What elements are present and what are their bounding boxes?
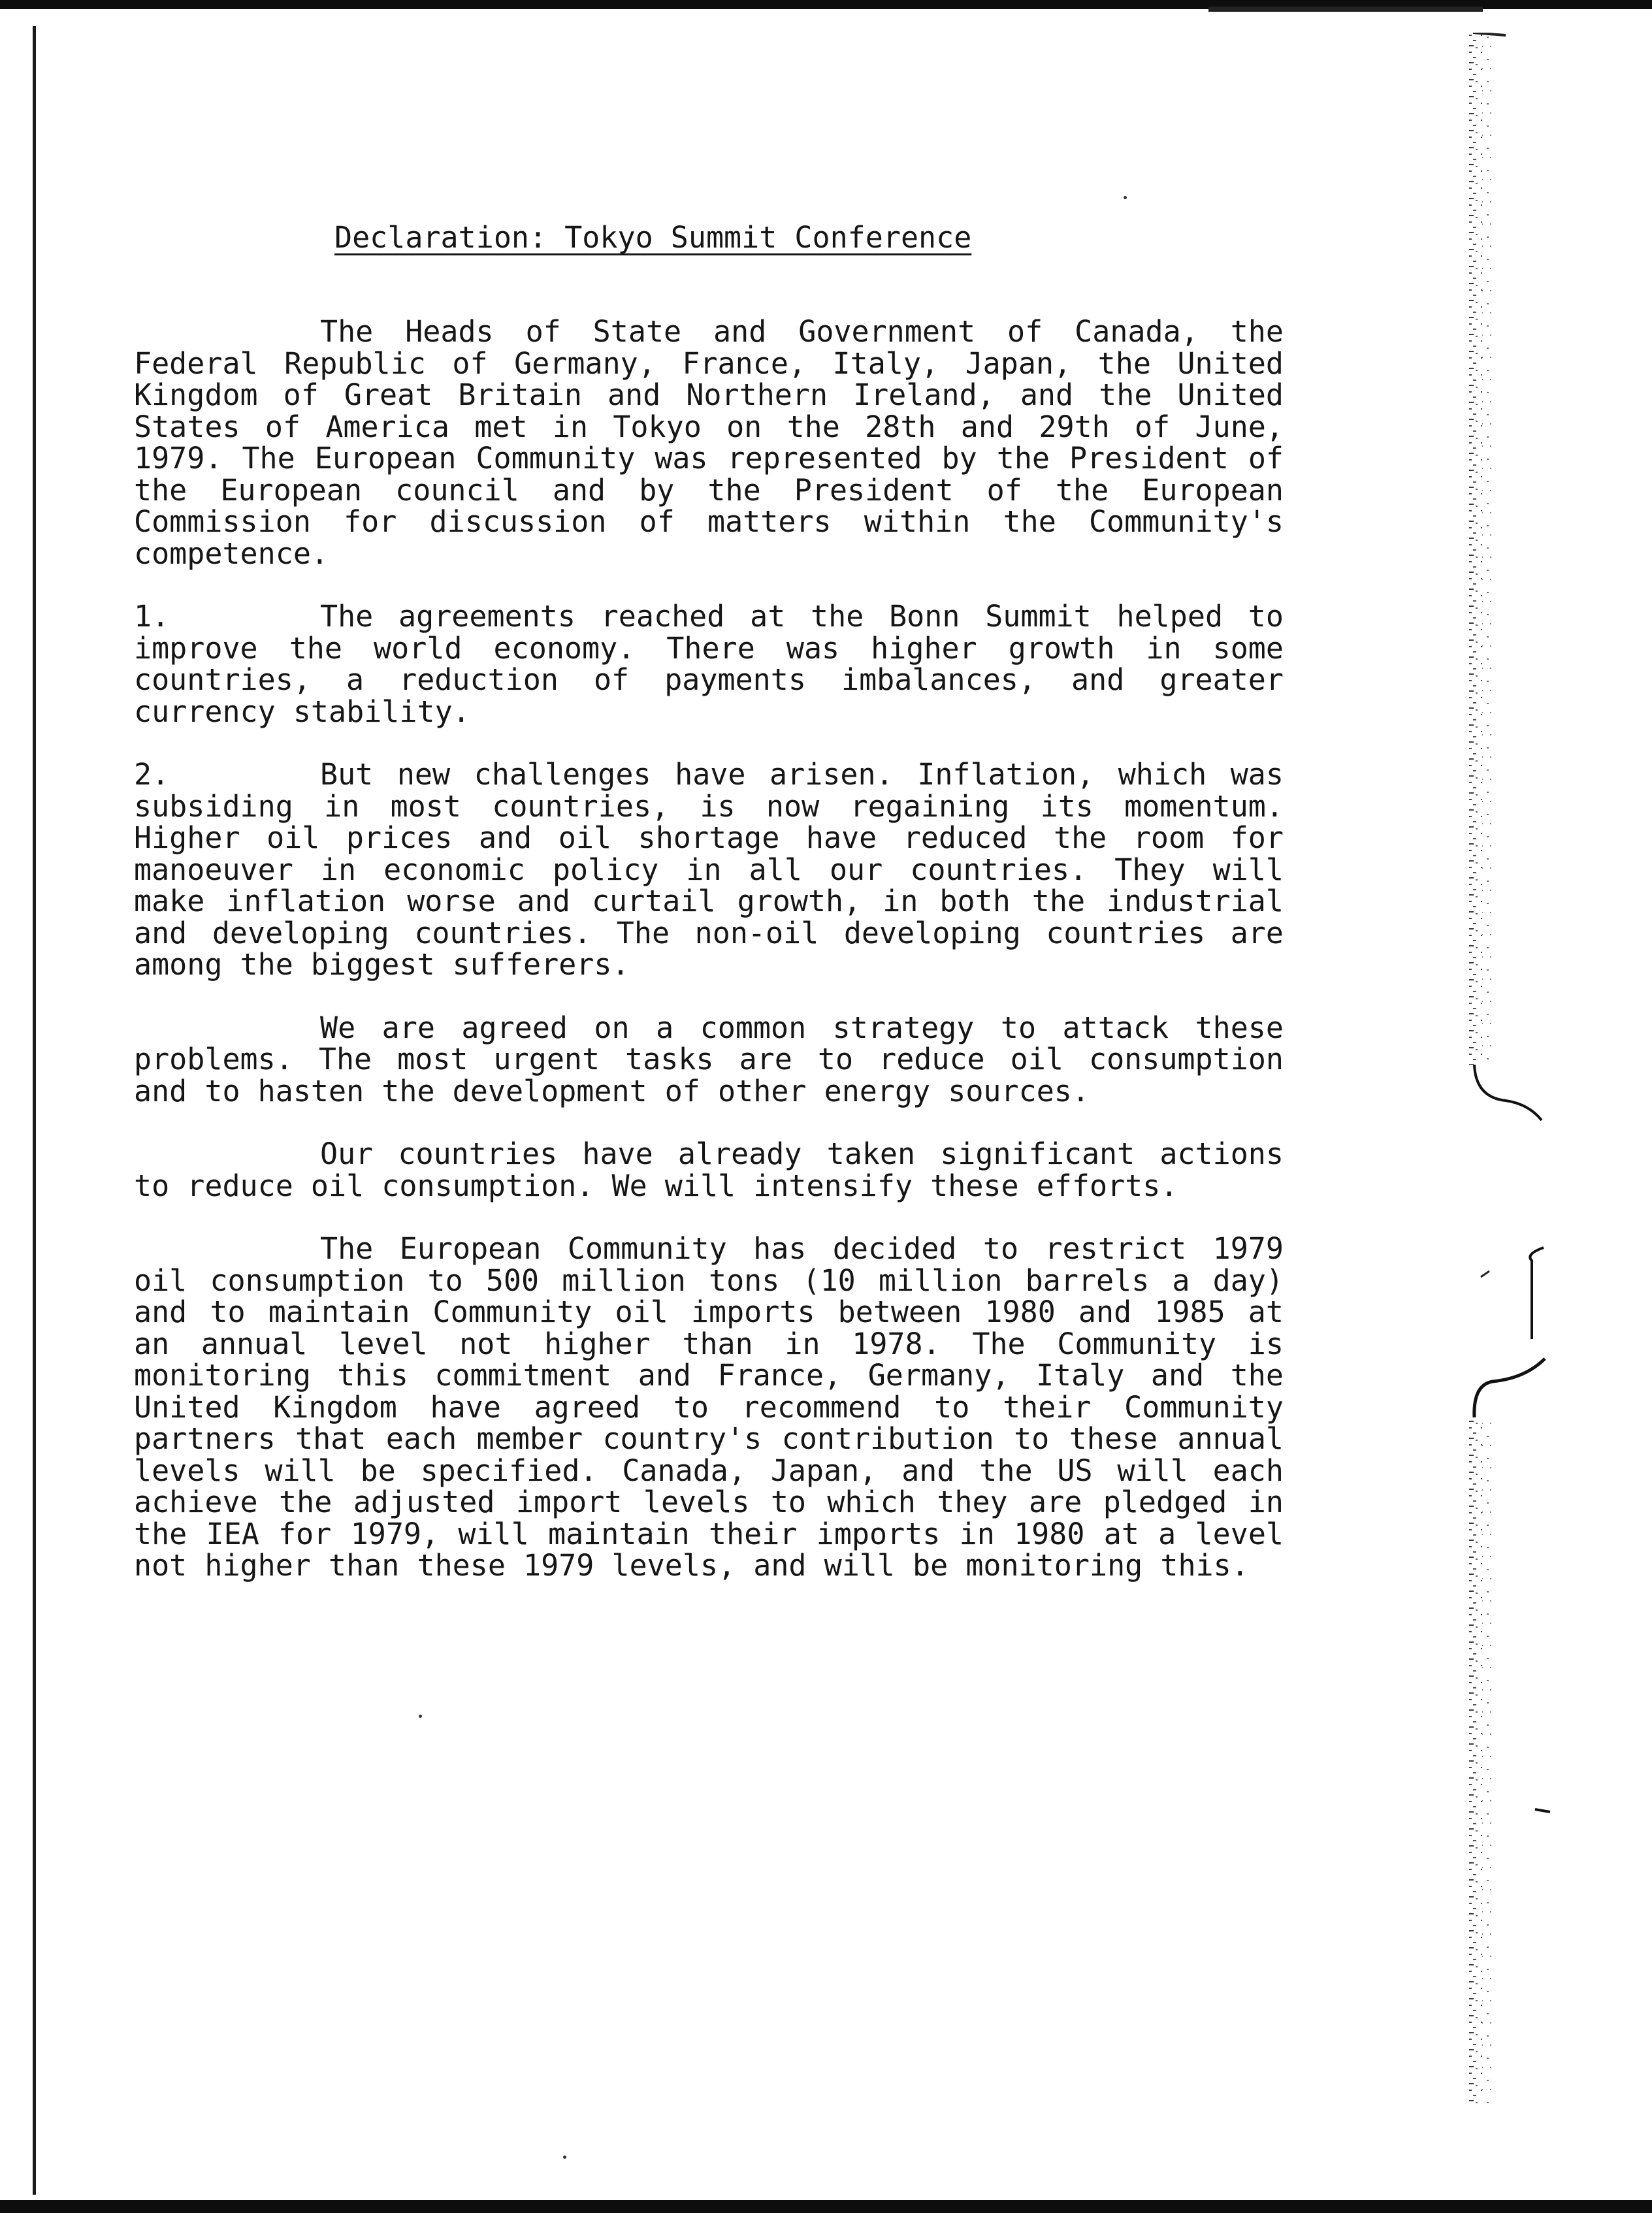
- paragraph-text: The agreements reached at the Bonn Summit helped to improve the world economy. There was higher growth in some countries, a reduction of payments imbalances, and greater currency stability.: [134, 599, 1284, 729]
- paragraph-1: [134, 601, 1284, 728]
- paragraph-number: 2.: [134, 757, 170, 792]
- paragraph-strategy: [134, 1012, 1284, 1108]
- paragraph-number: 1.: [134, 599, 170, 634]
- paragraph-actions: [134, 1139, 1284, 1202]
- paragraph-text: The Heads of State and Government of Canada, the Federal Republic of Germany, France, Italy, Japan, the United Kingdom of Great Britain and Northern Ireland, and the United States of America met in Tokyo on the 28th and 29th of June, 1979. The European Community was represented by the President of the European council and by the President of the European Commission for discussion of matters within the Community's competence.: [134, 314, 1284, 571]
- document-title: Declaration: Tokyo Summit Conference: [334, 220, 972, 255]
- paragraph-2: [134, 759, 1284, 981]
- binding-marks-graphic: [1466, 33, 1551, 2103]
- paragraph-text: Our countries have already taken significant actions to reduce oil consumption. We will intensify these efforts.: [134, 1137, 1284, 1203]
- paragraph-intro: [134, 316, 1284, 570]
- binding-shadow-margin: [1466, 33, 1551, 2103]
- paragraph-european-community: [134, 1233, 1284, 1582]
- scan-speck: [563, 2156, 566, 2159]
- scan-top-speckle: [1208, 7, 1483, 12]
- document-body: [134, 316, 1284, 1613]
- scan-speck: [1124, 196, 1127, 199]
- paragraph-text: The European Community has decided to restrict 1979 oil consumption to 500 million tons (10 million barrels a day) and to maintain Community oil imports between 1980 and 1985 at an annual level not higher than in 1978. The Community is monitoring this commitment and France, Germany, Italy and the United Kingdom have agreed to recommend to their Community partners that each member country's contribution to these annual levels will be specified. Canada, Japan, and the US will each achieve the adjusted import levels to which they are pledged in the IEA for 1979, will maintain their imports in 1980 at a level not higher than these 1979 levels, and will be monitoring this.: [134, 1231, 1284, 1583]
- paragraph-text: But new challenges have arisen. Inflation, which was subsiding in most countries, is now regaining its momentum. Higher oil prices and oil shortage have reduced the room for manoeuver in economic policy in all our countries. They will make inflation worse and curtail growth, in both the industrial and developing countries. The non-oil developing countries are among the biggest sufferers.: [134, 757, 1284, 982]
- scan-left-edge: [33, 26, 36, 2195]
- scan-speck: [419, 1715, 422, 1718]
- scan-bottom-edge: [0, 2200, 1652, 2213]
- paragraph-text: We are agreed on a common strategy to attack these problems. The most urgent tasks are to reduce oil consumption and to hasten the development of other energy sources.: [134, 1010, 1284, 1108]
